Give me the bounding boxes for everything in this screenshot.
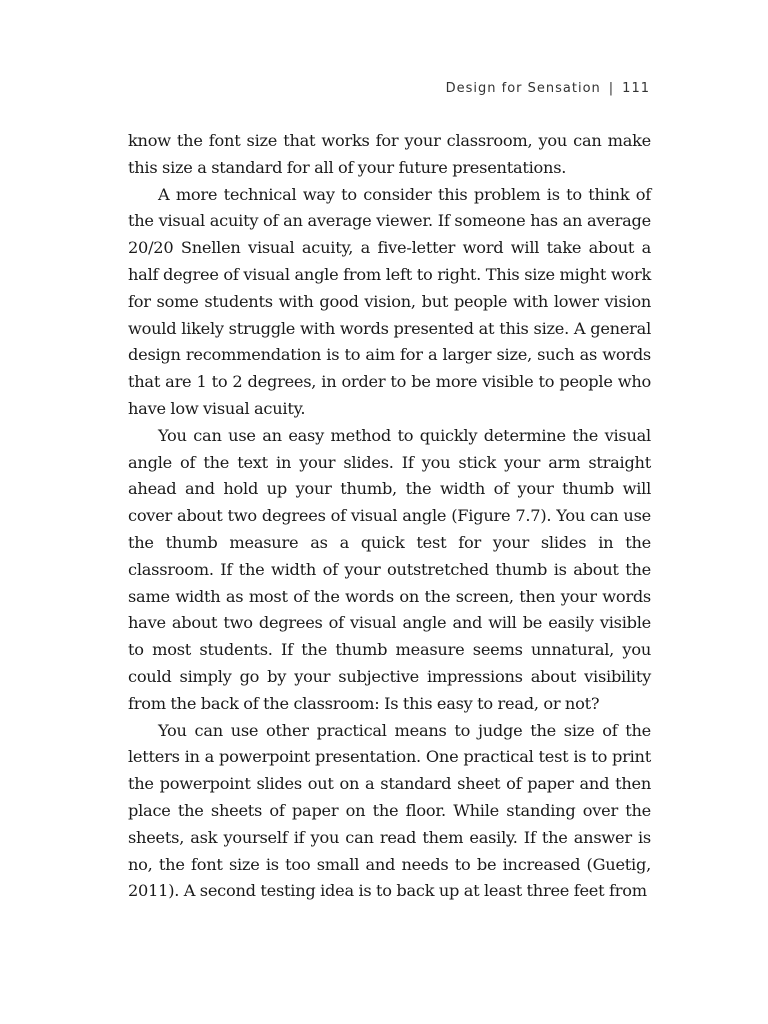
paragraph-continued: know the font size that works for your classroom, you can make this size a standard for all of your future presentations.: [128, 131, 651, 177]
body-text: [128, 128, 651, 905]
paragraph-thumb-method: You can use an easy method to quickly determine the visual angle of the text in your slides. If you stick your arm straight ahead and hold up your thumb, the width of your thumb will cover about two degrees of visual angle (Figure 7.7). You can use the thumb measure as a quick test for your slides in the classroom. If the width of your outstretched thumb is about the same width as most of the words on the screen, then your words have about two degrees of visual angle and will be easily visible to most students. If the thumb measure seems unnatural, you could simply go by your subjective impressions about visibility from the back of the classroom: Is this easy to read, or not?: [128, 425, 651, 713]
paragraph-visual-acuity: A more technical way to consider this problem is to think of the visual acuity of an average viewer. If someone has an average 20/20 Snellen visual acuity, a five-letter word will take about a half degree of visual angle from left to right. This size might work for some students with good vision, but people with lower vision would likely struggle with words presented at this size. A general design recommendation is to aim for a larger size, such as words that are 1 to 2 degrees, in order to be more visible to people who have low visual acuity.: [128, 184, 651, 418]
section-title: Design for Sensation: [445, 81, 601, 96]
running-header: [446, 81, 650, 96]
page-number: 111: [622, 81, 650, 96]
paragraph-practical-means: You can use other practical means to judge the size of the letters in a powerpoint presentation. One practical test is to print the powerpoint slides out on a standard sheet of paper and then place the sheets of paper on the floor. While standing over the sheets, ask yourself if you can read them easily. If the answer is no, the font size is too small and needs to be increased (Guetig, 2011). A second testing idea is to back up at least three feet from: [128, 720, 651, 901]
header-separator: |: [608, 81, 615, 96]
